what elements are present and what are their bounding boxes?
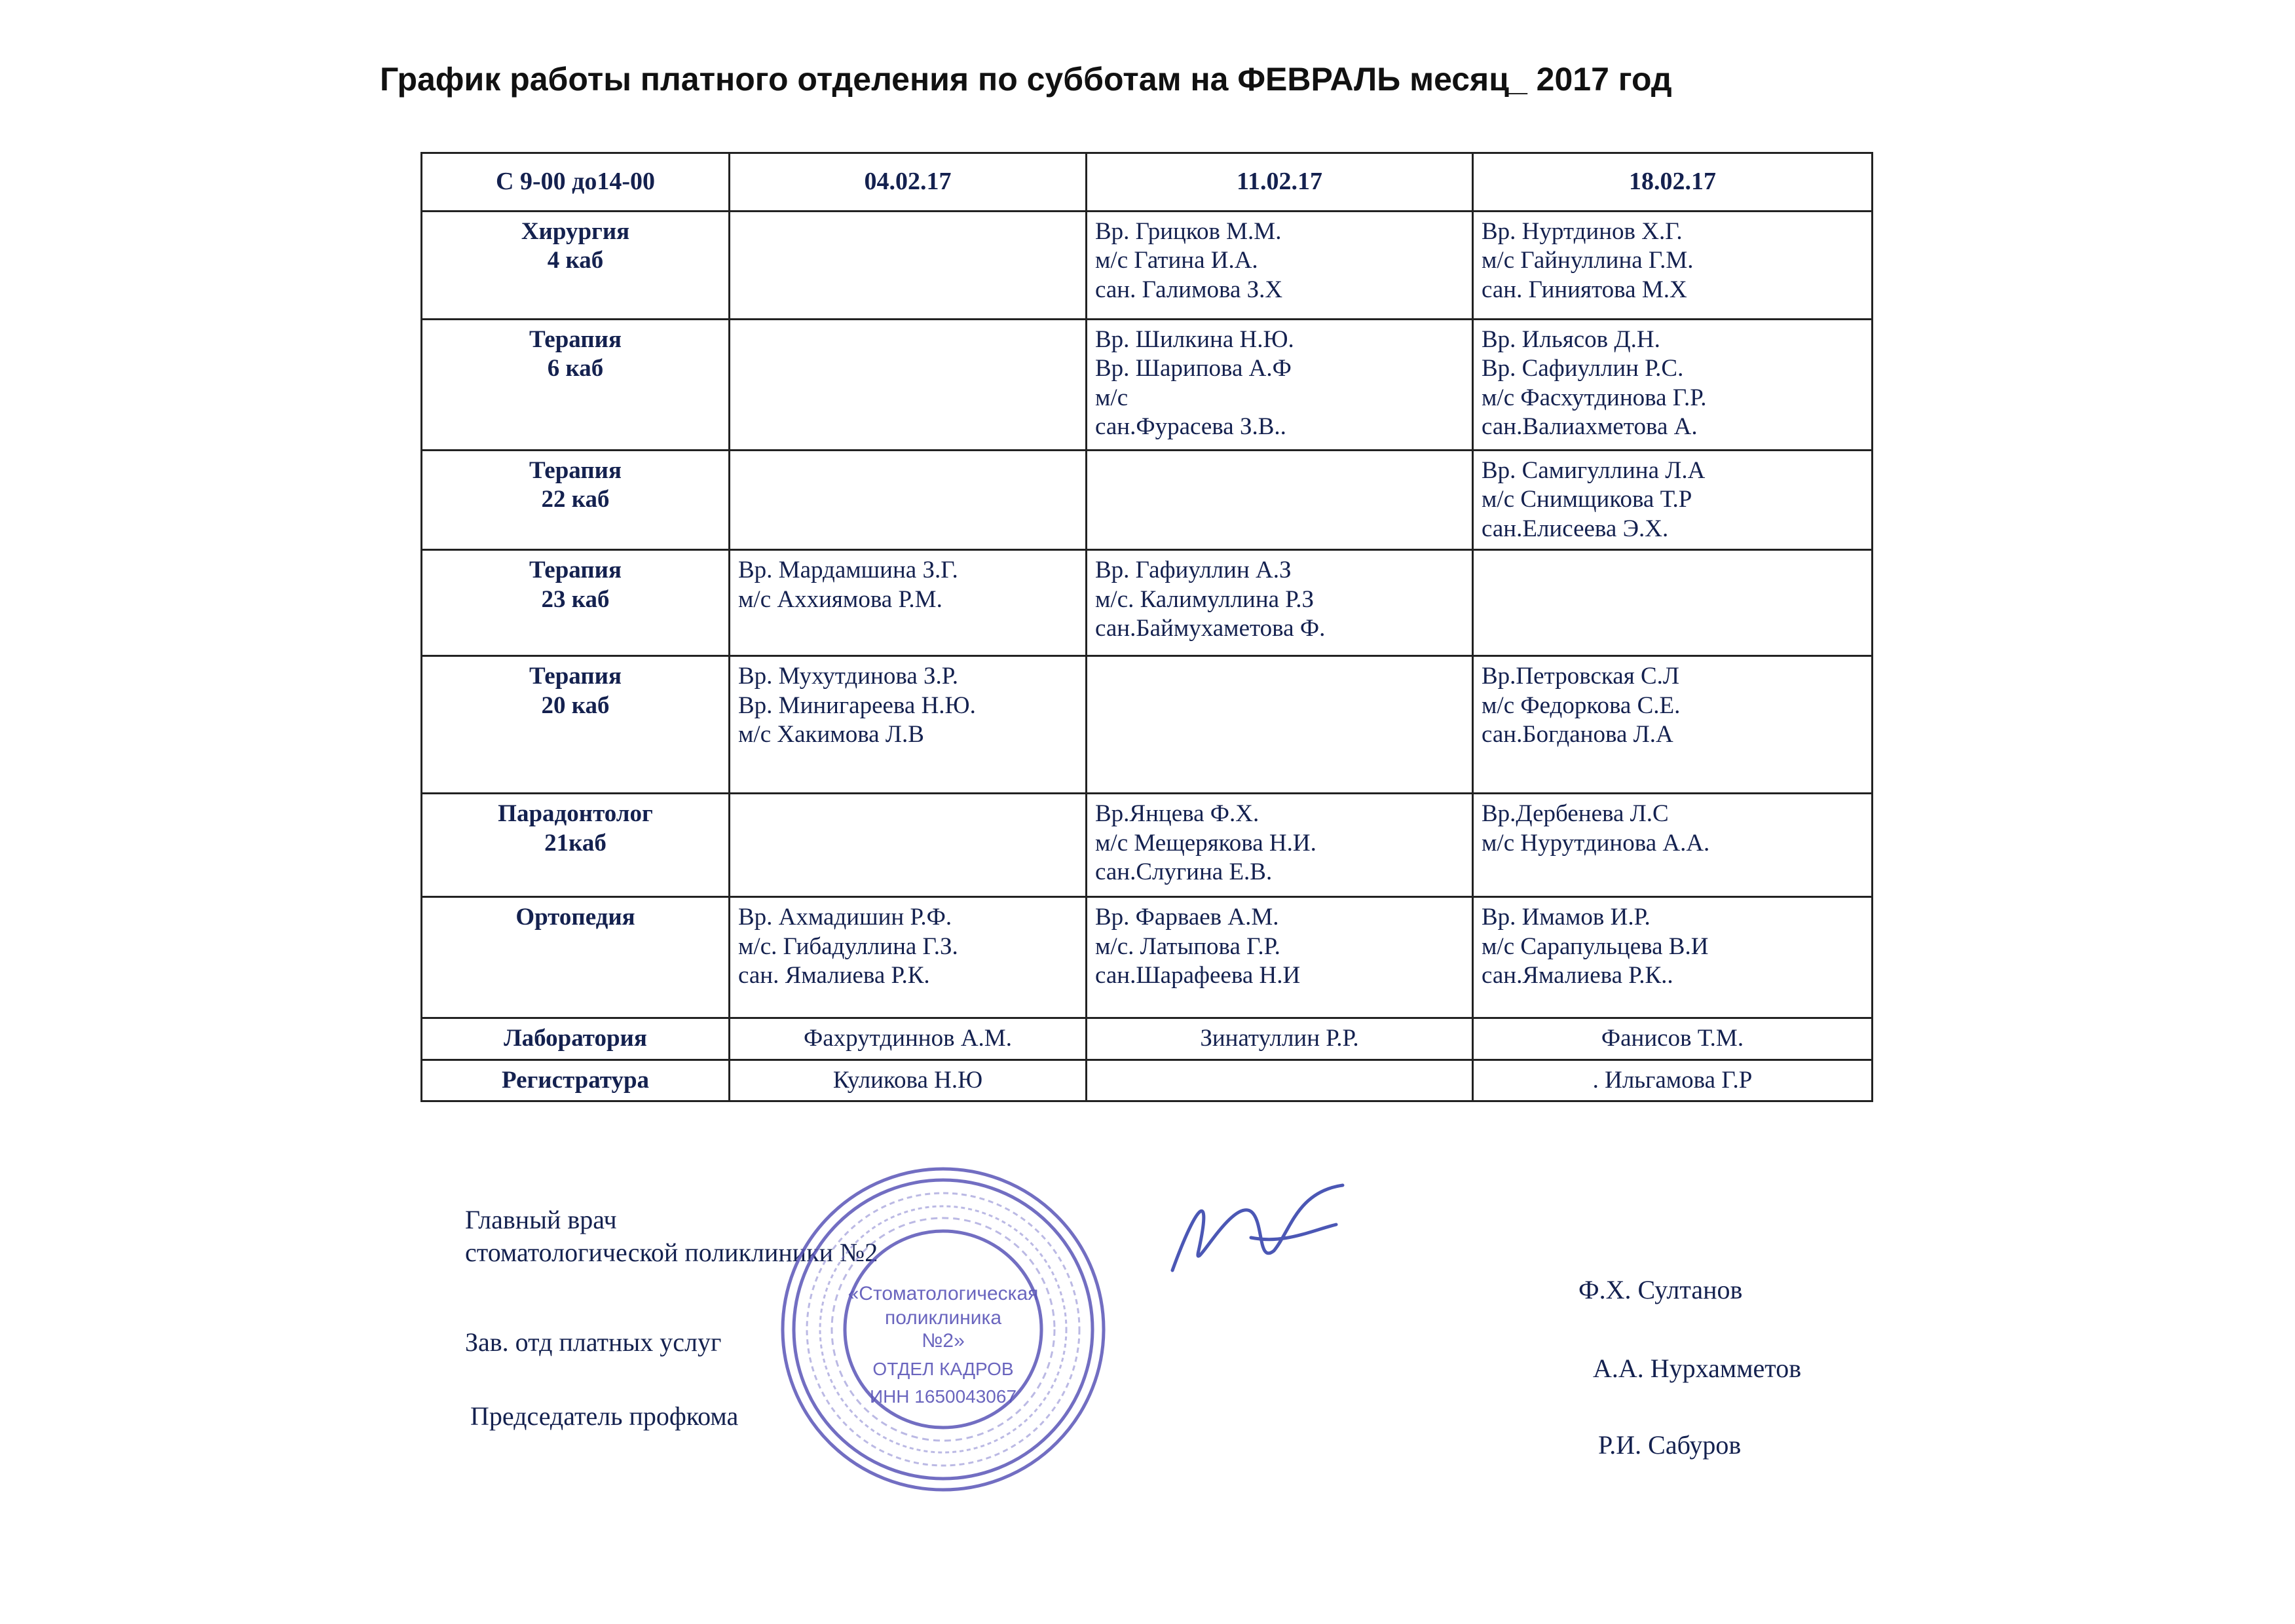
cell-line: Лаборатория [504, 1025, 647, 1052]
union-chair-name: Р.И. Сабуров [1598, 1430, 1742, 1460]
cell-line: Вр. Нуртдинов Х.Г. [1482, 218, 1683, 245]
table-row [422, 1060, 1873, 1101]
union-chair-label: Председатель профкома [470, 1401, 739, 1431]
cell-line: Зинатуллин Р.Р. [1200, 1025, 1359, 1052]
table-row [422, 1018, 1873, 1060]
cell-line: 21каб [544, 829, 606, 857]
cell-line: Вр. Шилкина Н.Ю. [1095, 326, 1294, 353]
cell-line: Вр. Шарипова А.Ф [1095, 355, 1292, 382]
table-row [422, 320, 1873, 451]
department-cell [422, 794, 730, 897]
cell-line: Вр. Мухутдинова З.Р. [738, 663, 958, 690]
cell-line: м/с. Калимуллина Р.З [1095, 585, 1315, 613]
cell-line: Хирургия [521, 218, 630, 245]
cell-line: сан. Ямалиева Р.К. [738, 961, 930, 989]
cell-line: Терапия [529, 457, 622, 484]
chief-doctor-label: Главный врач стоматологической поликлиники №2 [465, 1205, 878, 1267]
cell-11-02 [1087, 550, 1473, 656]
header-cell: 04.02.17 [730, 153, 1087, 212]
cell-line: м/с Гайнуллина Г.М. [1482, 247, 1694, 274]
cell-18-02 [1473, 794, 1873, 897]
cell-line: Вр. Фарваев А.М. [1095, 904, 1279, 931]
cell-line: 20 каб [541, 692, 610, 719]
cell-18-02 [1473, 212, 1873, 320]
cell-11-02 [1087, 897, 1473, 1018]
cell-11-02 [1087, 656, 1473, 794]
cell-line: сан.Шарафеева Н.И [1095, 961, 1301, 989]
cell-04-02 [730, 897, 1087, 1018]
table-row [422, 794, 1873, 897]
cell-04-02 [730, 212, 1087, 320]
department-cell [422, 1018, 730, 1060]
cell-line: Терапия [529, 663, 622, 690]
head-paid-services-name: А.А. Нурхамметов [1593, 1354, 1802, 1383]
cell-line: м/с. Латыпова Г.Р. [1095, 932, 1280, 960]
cell-line: Вр. Мардамшина З.Г. [738, 557, 958, 584]
cell-18-02 [1473, 451, 1873, 550]
cell-line: Вр. Имамов И.Р. [1482, 904, 1651, 931]
cell-line: м/с Нурутдинова А.А. [1482, 829, 1710, 857]
cell-line: Вр.Дербенева Л.С [1482, 800, 1669, 828]
cell-line: м/с Снимщикова Т.Р [1482, 486, 1692, 513]
cell-11-02 [1087, 212, 1473, 320]
stamp-dept: ОТДЕЛ КАДРОВ [872, 1359, 1014, 1379]
cell-18-02 [1473, 656, 1873, 794]
cell-line: м/с Фасхутдинова Г.Р. [1482, 384, 1707, 411]
header-cell: 18.02.17 [1473, 153, 1873, 212]
cell-line: 22 каб [541, 486, 610, 513]
header-cell: 11.02.17 [1087, 153, 1473, 212]
cell-line: сан.Богданова Л.А [1482, 720, 1673, 748]
department-cell [422, 550, 730, 656]
cell-line: м/с Мещерякова Н.И. [1095, 829, 1316, 857]
department-cell [422, 212, 730, 320]
cell-11-02 [1087, 794, 1473, 897]
cell-line: 4 каб [547, 247, 604, 274]
page-title: График работы платного отделения по субботам на ФЕВРАЛЬ месяц_ 2017 год [380, 61, 1672, 98]
table-header-row [422, 153, 1873, 212]
cell-line: Вр.Янцева Ф.Х. [1095, 800, 1259, 828]
official-stamp [773, 1159, 1113, 1500]
cell-11-02 [1087, 1018, 1473, 1060]
cell-line: Вр. Ильясов Д.Н. [1482, 326, 1660, 353]
cell-line: Терапия [529, 557, 622, 584]
department-cell [422, 320, 730, 451]
cell-04-02 [730, 1018, 1087, 1060]
schedule-table [420, 152, 1873, 1102]
cell-line: м/с [1095, 384, 1129, 411]
cell-04-02 [730, 451, 1087, 550]
cell-04-02 [730, 1060, 1087, 1101]
cell-18-02 [1473, 320, 1873, 451]
cell-line: . Ильгамова Г.Р [1592, 1066, 1753, 1094]
cell-04-02 [730, 656, 1087, 794]
cell-11-02 [1087, 451, 1473, 550]
stamp-center-line1: «Стоматологическая [848, 1283, 1039, 1304]
cell-line: сан.Фурасева З.В.. [1095, 413, 1286, 441]
cell-line: сан.Валиахметова А. [1482, 413, 1698, 441]
department-cell [422, 656, 730, 794]
cell-line: Терапия [529, 326, 622, 353]
cell-line: Ортопедия [515, 904, 635, 931]
cell-18-02 [1473, 1060, 1873, 1101]
cell-line: Фанисов Т.М. [1601, 1025, 1744, 1052]
cell-11-02 [1087, 320, 1473, 451]
cell-04-02 [730, 320, 1087, 451]
cell-line: Вр. Самигуллина Л.А [1482, 457, 1706, 484]
cell-line: Фахрутдиннов А.М. [804, 1025, 1012, 1052]
table-row [422, 550, 1873, 656]
cell-line: 6 каб [547, 355, 604, 382]
department-cell [422, 1060, 730, 1101]
cell-04-02 [730, 794, 1087, 897]
cell-line: Регистратура [501, 1066, 650, 1094]
cell-line: Вр. Минигареева Н.Ю. [738, 692, 976, 719]
cell-line: сан.Слугина Е.В. [1095, 858, 1273, 885]
department-cell [422, 451, 730, 550]
signature-mark [1159, 1172, 1356, 1290]
cell-18-02 [1473, 550, 1873, 656]
cell-line: м/с Аххиямова Р.М. [738, 585, 942, 613]
cell-line: Куликова Н.Ю [832, 1066, 983, 1094]
stamp-center-line3: №2» [922, 1330, 965, 1352]
chief-doctor-name: Ф.Х. Султанов [1578, 1275, 1743, 1304]
cell-line: Вр. Сафиуллин Р.С. [1482, 355, 1684, 382]
cell-18-02 [1473, 897, 1873, 1018]
head-paid-services-label: Зав. отд платных услуг [465, 1327, 722, 1357]
cell-line: 23 каб [541, 585, 610, 613]
cell-line: сан. Галимова З.Х [1095, 276, 1283, 303]
table-row [422, 656, 1873, 794]
table-row [422, 212, 1873, 320]
cell-11-02 [1087, 1060, 1473, 1101]
cell-line: м/с. Гибадуллина Г.З. [738, 932, 958, 960]
cell-line: сан.Ямалиева Р.К.. [1482, 961, 1673, 989]
cell-line: сан. Гиниятова М.Х [1482, 276, 1687, 303]
cell-line: Парадонтолог [498, 800, 653, 828]
cell-line: м/с Сарапульцева В.И [1482, 932, 1709, 960]
cell-line: сан.Баймухаметова Ф. [1095, 614, 1326, 642]
cell-04-02 [730, 550, 1087, 656]
cell-line: м/с Хакимова Л.В [738, 720, 924, 748]
table-row [422, 451, 1873, 550]
department-cell [422, 897, 730, 1018]
table-row [422, 897, 1873, 1018]
cell-18-02 [1473, 1018, 1873, 1060]
stamp-center-line2: поликлиника [884, 1307, 1002, 1329]
header-cell: С 9-00 до14-00 [422, 153, 730, 212]
cell-line: м/с Гатина И.А. [1095, 247, 1258, 274]
cell-line: Вр. Грицков М.М. [1095, 218, 1282, 245]
stamp-inn: ИНН 1650043067 [869, 1386, 1017, 1407]
cell-line: Вр. Гафиуллин А.З [1095, 557, 1292, 584]
cell-line: Вр. Ахмадишин Р.Ф. [738, 904, 952, 931]
cell-line: сан.Елисеева Э.Х. [1482, 515, 1669, 542]
cell-line: Вр.Петровская С.Л [1482, 663, 1679, 690]
cell-line: м/с Федоркова С.Е. [1482, 692, 1681, 719]
